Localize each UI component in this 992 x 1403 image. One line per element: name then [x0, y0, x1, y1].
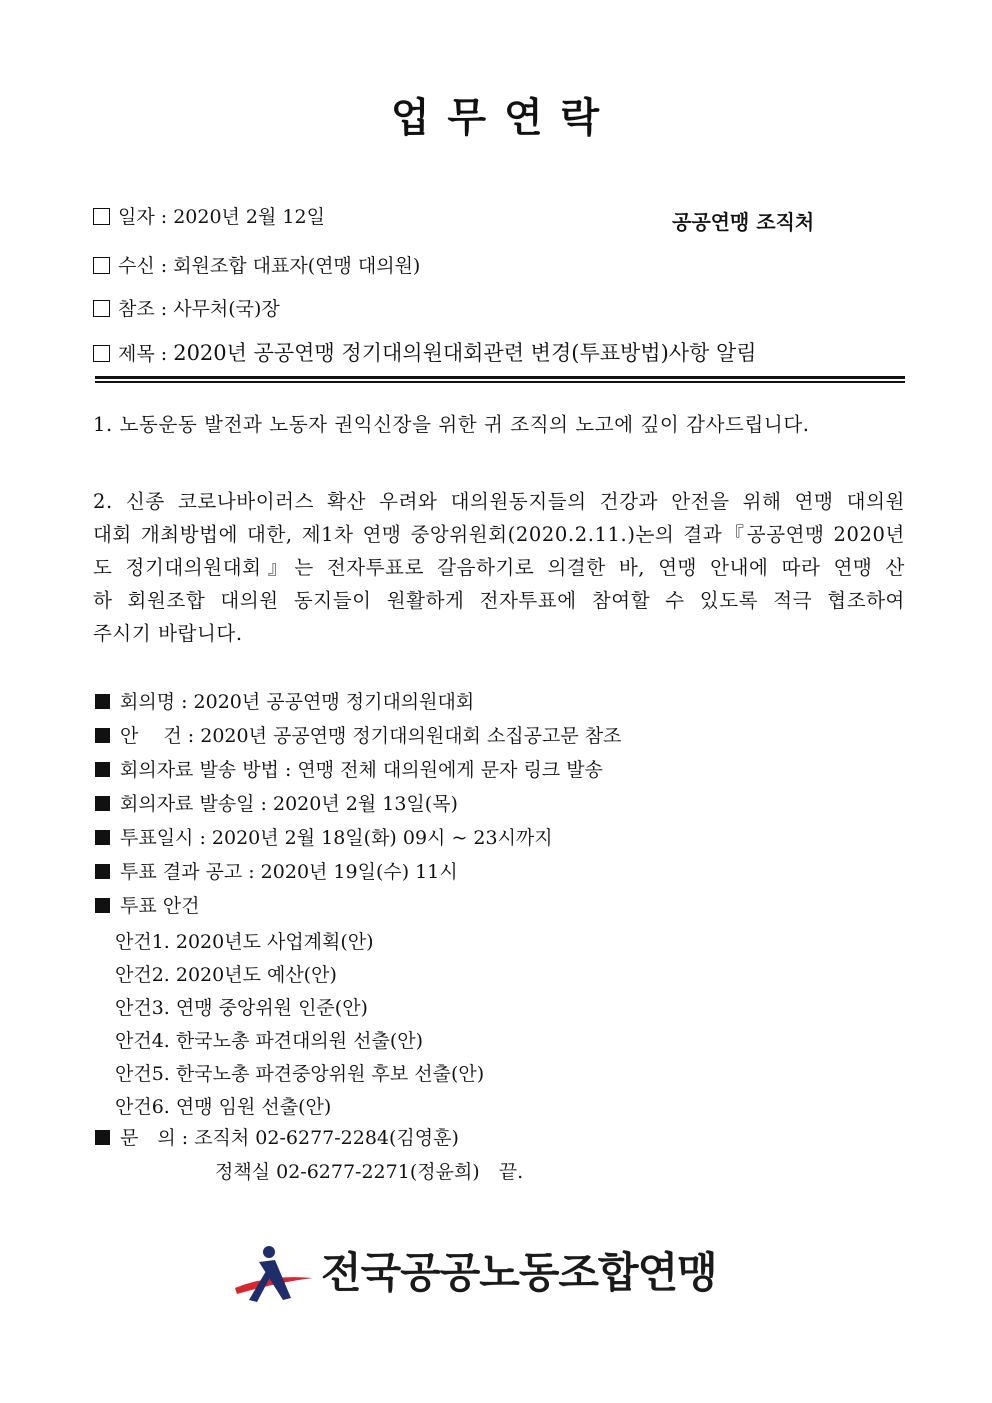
- list-item: [95, 858, 458, 886]
- contact-row-2: 정책실 02-6277-2271(정윤희) 끝.: [215, 1161, 524, 1183]
- subject-prefix: 제목 :: [118, 343, 174, 365]
- reference-row: [93, 295, 280, 323]
- item-text: 투표일시 : 2020년 2월 18일(화) 09시 ~ 23시까지: [120, 827, 553, 849]
- checkbox-icon: [93, 345, 110, 362]
- agenda-item: 안건3. 연맹 중앙위원 인준(안): [115, 997, 368, 1019]
- date-row: [93, 203, 325, 231]
- paragraph-2-line: 대회 개최방법에 대한, 제1차 연맹 중앙위원회(2020.2.11.)논의 결과『공공연맹 2020년: [93, 523, 905, 546]
- checkbox-icon: [93, 300, 110, 317]
- list-item: [95, 892, 199, 920]
- bullet-square-icon: [95, 864, 110, 879]
- federation-emblem-icon: [229, 1238, 319, 1308]
- list-item: [95, 756, 603, 784]
- paragraph-2-line: 도 정기대의원대회』는 전자투표로 갈음하기로 의결한 바, 연맹 안내에 따라 연맹 산: [93, 556, 905, 579]
- sender-org: 공공연맹 조직처: [672, 210, 815, 234]
- agenda-item: 안건4. 한국노총 파견대의원 선출(안): [115, 1030, 424, 1052]
- document-title: 업 무 연 락: [390, 94, 602, 141]
- bullet-square-icon: [95, 1130, 110, 1145]
- item-text: 투표 결과 공고 : 2020년 19일(수) 11시: [120, 861, 458, 883]
- list-item: [95, 824, 553, 852]
- item-text: 회의명 : 2020년 공공연맹 정기대의원대회: [120, 691, 475, 713]
- item-text: 안 건 : 2020년 공공연맹 정기대의원대회 소집공고문 참조: [120, 725, 622, 747]
- reference-text: 참조 : 사무처(국)장: [118, 298, 280, 320]
- item-text: 회의자료 발송일 : 2020년 2월 13일(목): [120, 793, 458, 815]
- checkbox-icon: [93, 208, 110, 225]
- item-text: 투표 안건: [120, 895, 200, 917]
- bullet-square-icon: [95, 694, 110, 709]
- subject-text: 2020년 공공연맹 정기대의원대회관련 변경(투표방법)사항 알림: [173, 341, 757, 365]
- subject-row: [93, 339, 757, 368]
- contact-row: [95, 1124, 459, 1152]
- logo-text: 전국공공노동조합연맹: [321, 1248, 717, 1297]
- paragraph-2-line: 주시기 바랍니다.: [93, 622, 243, 645]
- divider-thin: [95, 381, 905, 383]
- agenda-item: 안건1. 2020년도 사업계획(안): [115, 931, 374, 953]
- agenda-item: 안건6. 연맹 임원 선출(안): [115, 1096, 332, 1118]
- list-item: [95, 722, 621, 750]
- bullet-square-icon: [95, 796, 110, 811]
- paragraph-2-line: 2. 신종 코로나바이러스 확산 우려와 대의원동지들의 건강과 안전을 위해 연맹 대의원: [93, 490, 905, 513]
- paragraph-1: [93, 408, 905, 441]
- agenda-item: 안건2. 2020년도 예산(안): [115, 964, 337, 986]
- item-text: 회의자료 발송 방법 : 연맹 전체 대의원에게 문자 링크 발송: [120, 759, 603, 781]
- federation-logo: [229, 1238, 759, 1308]
- list-item: [95, 688, 474, 716]
- date-text: 일자 : 2020년 2월 12일: [118, 206, 325, 228]
- paragraph-2-line: 하 회원조합 대의원 동지들이 원활하게 전자투표에 참여할 수 있도록 적극 협조하여: [93, 589, 905, 612]
- bullet-square-icon: [95, 898, 110, 913]
- checkbox-icon: [93, 257, 110, 274]
- list-item: [95, 790, 458, 818]
- bullet-square-icon: [95, 762, 110, 777]
- bullet-square-icon: [95, 830, 110, 845]
- paragraph-2: [93, 485, 905, 650]
- divider-thick: [95, 376, 905, 379]
- bullet-square-icon: [95, 728, 110, 743]
- recipient-row: [93, 252, 420, 280]
- paragraph-1-text: 1. 노동운동 발전과 노동자 권익신장을 위한 귀 조직의 노고에 깊이 감사드립니다.: [93, 413, 810, 436]
- contact-text: 문 의 : 조직처 02-6277-2284(김영훈): [120, 1127, 459, 1149]
- recipient-text: 수신 : 회원조합 대표자(연맹 대의원): [118, 255, 421, 277]
- agenda-item: 안건5. 한국노총 파견중앙위원 후보 선출(안): [115, 1063, 485, 1085]
